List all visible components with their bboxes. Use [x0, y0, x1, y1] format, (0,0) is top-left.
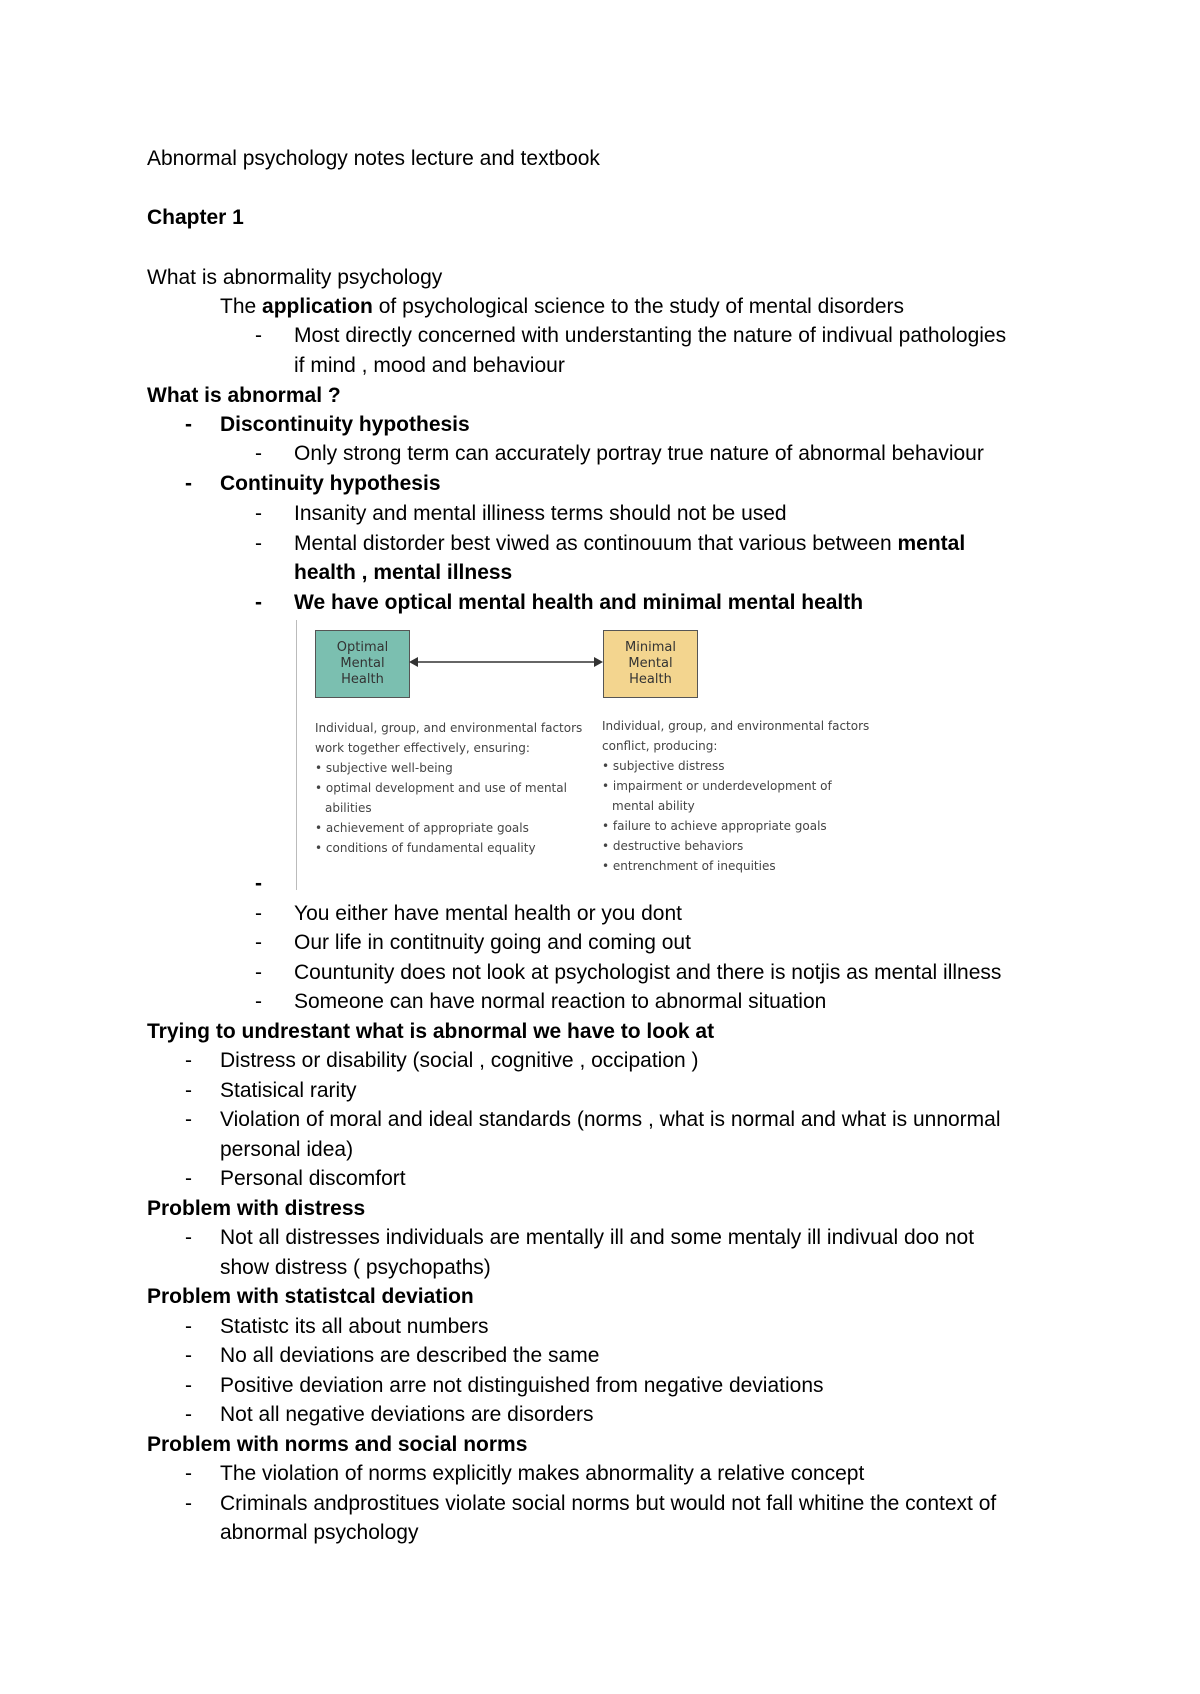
statistical-item-1: Statistc its all about numbers	[220, 1315, 489, 1338]
trying-item-4: Personal discomfort	[220, 1167, 406, 1190]
bullet-dash: -	[255, 502, 262, 525]
continuity-bullet-2-line2: health , mental illness	[294, 561, 513, 584]
statistical-item-3: Positive deviation arre not distinguished from negative deviations	[220, 1374, 824, 1397]
section-heading-abnormal: What is abnormal ?	[147, 384, 341, 407]
document-title: Abnormal psychology notes lecture and textbook	[147, 147, 600, 170]
minimal-mental-health-box: Minimal Mental Health	[603, 630, 698, 698]
statistical-item-4: Not all negative deviations are disorders	[220, 1403, 594, 1426]
double-arrow-icon	[409, 654, 603, 670]
section-heading-trying: Trying to undrestant what is abnormal we have to look at	[147, 1020, 715, 1043]
bullet-dash: -	[185, 1492, 192, 1515]
definition-bullet-line1: Most directly concerned with understanting the nature of indivual pathologies	[294, 324, 1007, 347]
bullet-dash: -	[255, 931, 262, 954]
definition-bullet-line2: if mind , mood and behaviour	[294, 354, 565, 377]
trying-item-3-line1: Violation of moral and ideal standards (norms , what is normal and what is unnormal	[220, 1108, 1001, 1131]
trying-item-1: Distress or disability (social , cognitive , occipation )	[220, 1049, 699, 1072]
bullet-dash: -	[185, 1374, 192, 1397]
continuity-title: Continuity hypothesis	[220, 472, 441, 495]
bullet-dash: -	[185, 472, 192, 495]
discontinuity-title: Discontinuity hypothesis	[220, 413, 470, 436]
bullet-dash: -	[185, 1462, 192, 1485]
section-heading-norms: Problem with norms and social norms	[147, 1433, 528, 1456]
bullet-dash: -	[255, 872, 262, 895]
figure-border	[296, 620, 297, 890]
norms-item-2-line1: Criminals andprostitues violate social norms but would not fall whitine the context of	[220, 1492, 997, 1515]
bullet-dash: -	[185, 1344, 192, 1367]
bullet-dash: -	[255, 591, 262, 614]
after-figure-bullet-3: Countunity does not look at psychologist and there is notjis as mental illness	[294, 961, 1002, 984]
bullet-dash: -	[185, 1167, 192, 1190]
discontinuity-bullet: Only strong term can accurately portray true nature of abnormal behaviour	[294, 442, 984, 465]
section-heading-distress: Problem with distress	[147, 1197, 366, 1220]
figure-left-description: Individual, group, and environmental factors work together effectively, ensuring: • subjective well-being • optimal development and use of mental abilities • achievement of appropriate goals • conditions of fundamental equality	[315, 721, 583, 855]
section-heading-what-is: What is abnormality psychology	[147, 266, 443, 289]
continuity-bullet-2: Mental distorder best viwed as continouum that various between mental	[294, 532, 966, 555]
definition-text: The application of psychological science to the study of mental disorders	[220, 295, 905, 318]
continuity-bullet-1: Insanity and mental illiness terms should not be used	[294, 502, 787, 525]
bullet-dash: -	[255, 961, 262, 984]
after-figure-bullet-1: You either have mental health or you dont	[294, 902, 682, 925]
optimal-mental-health-box: Optimal Mental Health	[315, 630, 410, 698]
bullet-dash: -	[185, 1108, 192, 1131]
norms-item-2-line2: abnormal psychology	[220, 1521, 419, 1544]
bullet-dash: -	[255, 990, 262, 1013]
distress-item-line2: show distress ( psychopaths)	[220, 1256, 491, 1279]
trying-item-2: Statisical rarity	[220, 1079, 357, 1102]
bullet-dash: -	[255, 532, 262, 555]
mental-health-continuum-figure	[296, 620, 870, 890]
norms-item-1: The violation of norms explicitly makes abnormality a relative concept	[220, 1462, 865, 1485]
bullet-dash: -	[255, 442, 262, 465]
bullet-dash: -	[185, 1403, 192, 1426]
continuity-bullet-3: We have optical mental health and minimal mental health	[294, 591, 864, 614]
after-figure-bullet-2: Our life in contitnuity going and coming out	[294, 931, 691, 954]
bullet-dash: -	[185, 1079, 192, 1102]
distress-item-line1: Not all distresses individuals are mentally ill and some mentaly ill indivual doo not	[220, 1226, 975, 1249]
after-figure-bullet-4: Someone can have normal reaction to abnormal situation	[294, 990, 827, 1013]
bullet-dash: -	[255, 324, 262, 347]
bullet-dash: -	[185, 413, 192, 436]
statistical-item-2: No all deviations are described the same	[220, 1344, 600, 1367]
bullet-dash: -	[185, 1049, 192, 1072]
bullet-dash: -	[185, 1315, 192, 1338]
bullet-dash: -	[255, 902, 262, 925]
chapter-heading: Chapter 1	[147, 206, 244, 229]
figure-right-description: Individual, group, and environmental factors conflict, producing: • subjective distress • impairment or underdevelopment of mental ability • failure to achieve appropriate goals • destructive behaviors • entrenchment of inequities	[602, 719, 870, 873]
trying-item-3-line2: personal idea)	[220, 1138, 354, 1161]
section-heading-statistical: Problem with statistcal deviation	[147, 1285, 474, 1308]
bullet-dash: -	[185, 1226, 192, 1249]
